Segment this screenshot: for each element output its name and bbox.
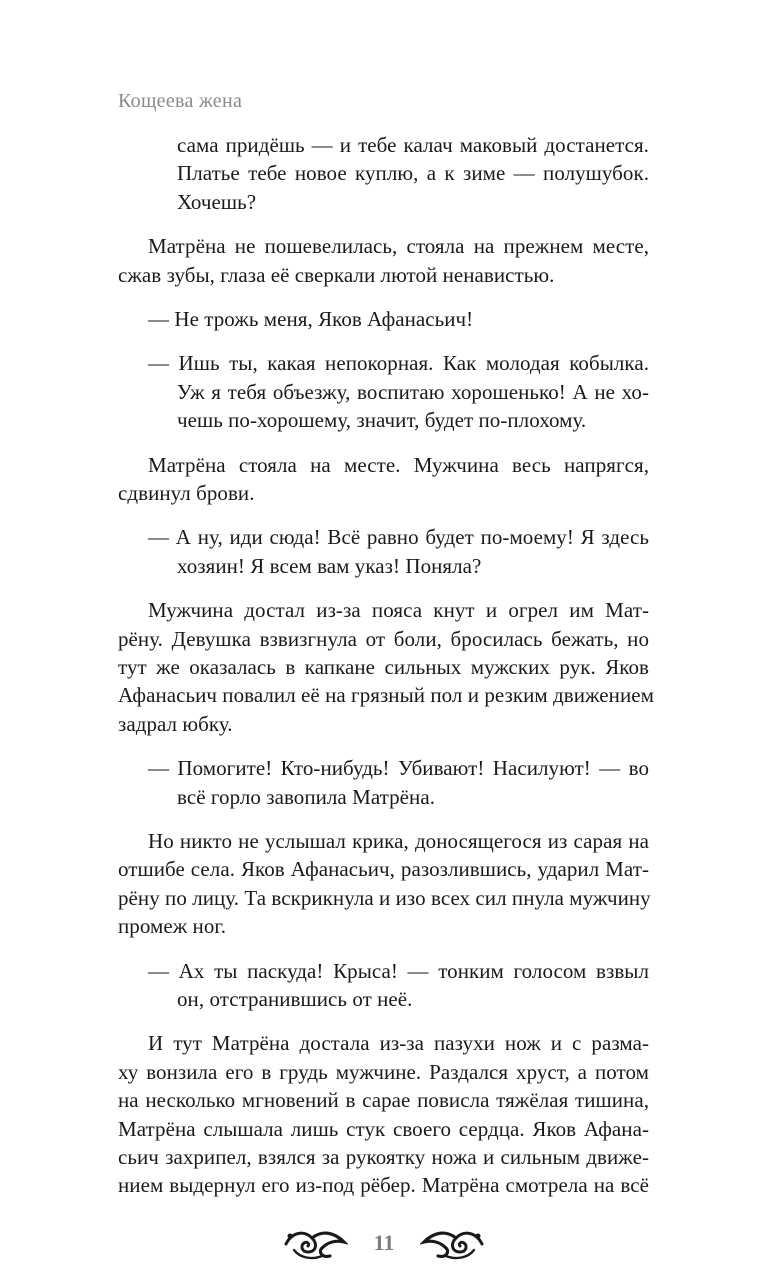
text-line: Но никто не услышал крика, доносящегося из сарая на [148,829,649,853]
text-line: Платье тебе новое куплю, а к зиме — полушубок. [177,161,649,185]
text-line: Хочешь? [177,190,257,214]
text-line: — Ах ты паскуда! Крыса! — тонким голосом взвыл [148,959,649,983]
flourish-right-icon [420,1222,486,1266]
text-line: — А ну, иди сюда! Всё равно будет по-моему! Я здесь [148,525,649,549]
text-line: задрал юбку. [118,712,233,736]
text-line: всё горло завопила Матрёна. [177,785,436,809]
text-line: сама придёшь — и тебе калач маковый достанется. [177,133,649,157]
text-line: промеж ног. [118,914,226,938]
text-line: сдвинул брови. [118,481,255,505]
text-line: отшибе села. Яков Афанасьич, разозлившись, ударил Мат- [118,857,649,881]
running-header: Кощеева жена [118,90,243,112]
page-number: 11 [373,1230,395,1255]
text-line: чешь по-хорошему, значит, будет по-плохому. [177,408,587,432]
text-line: Мужчина достал из-за пояса кнут и огрел им Мат- [148,598,649,622]
text-line: сьич захрипел, взялся за рукоятку ножа и сильным движе- [118,1145,649,1169]
text-line: хозяин! Я всем вам указ! Поняла? [177,554,482,578]
text-line: рёну. Девушка взвизгнула от боли, бросилась бежать, но [118,627,649,651]
text-line: — Ишь ты, какая непокорная. Как молодая кобылка. [148,351,649,375]
text-line: Уж я тебя объезжу, воспитаю хорошенько! А не хо- [177,380,649,404]
text-line: И тут Матрёна достала из-за пазухи нож и с разма- [148,1031,649,1055]
text-line: Матрёна не пошевелилась, стояла на прежнем месте, [148,234,649,258]
text-line: на несколько мгновений в сарае повисла тяжёлая тишина, [118,1088,649,1112]
text-line: ху вонзила его в грудь мужчине. Раздался хруст, а потом [118,1060,649,1084]
text-line: сжав зубы, глаза её сверкали лютой ненавистью. [118,263,555,287]
text-line: тут же оказалась в капкане сильных мужских рук. Яков [118,655,649,679]
text-line: нием выдернул его из-под рёбер. Матрёна смотрела на всё [118,1173,649,1197]
text-line: Матрёна стояла на месте. Мужчина весь напрягся, [148,453,649,477]
text-line: он, отстранившись от неё. [177,987,413,1011]
text-line: — Помогите! Кто-нибудь! Убивают! Насилуют! — во [148,756,649,780]
text-line: рёну по лицу. Та вскрикнула и изо всех сил пнула мужчину [118,886,651,910]
page-footer [0,1222,768,1282]
text-line: Матрёна слышала лишь стук своего сердца. Яков Афана- [118,1117,649,1141]
flourish-left-icon [282,1222,348,1266]
text-line: — Не трожь меня, Яков Афанасьич! [148,307,474,331]
text-line: Афанасьич повалил её на грязный пол и резким движением [118,683,654,707]
